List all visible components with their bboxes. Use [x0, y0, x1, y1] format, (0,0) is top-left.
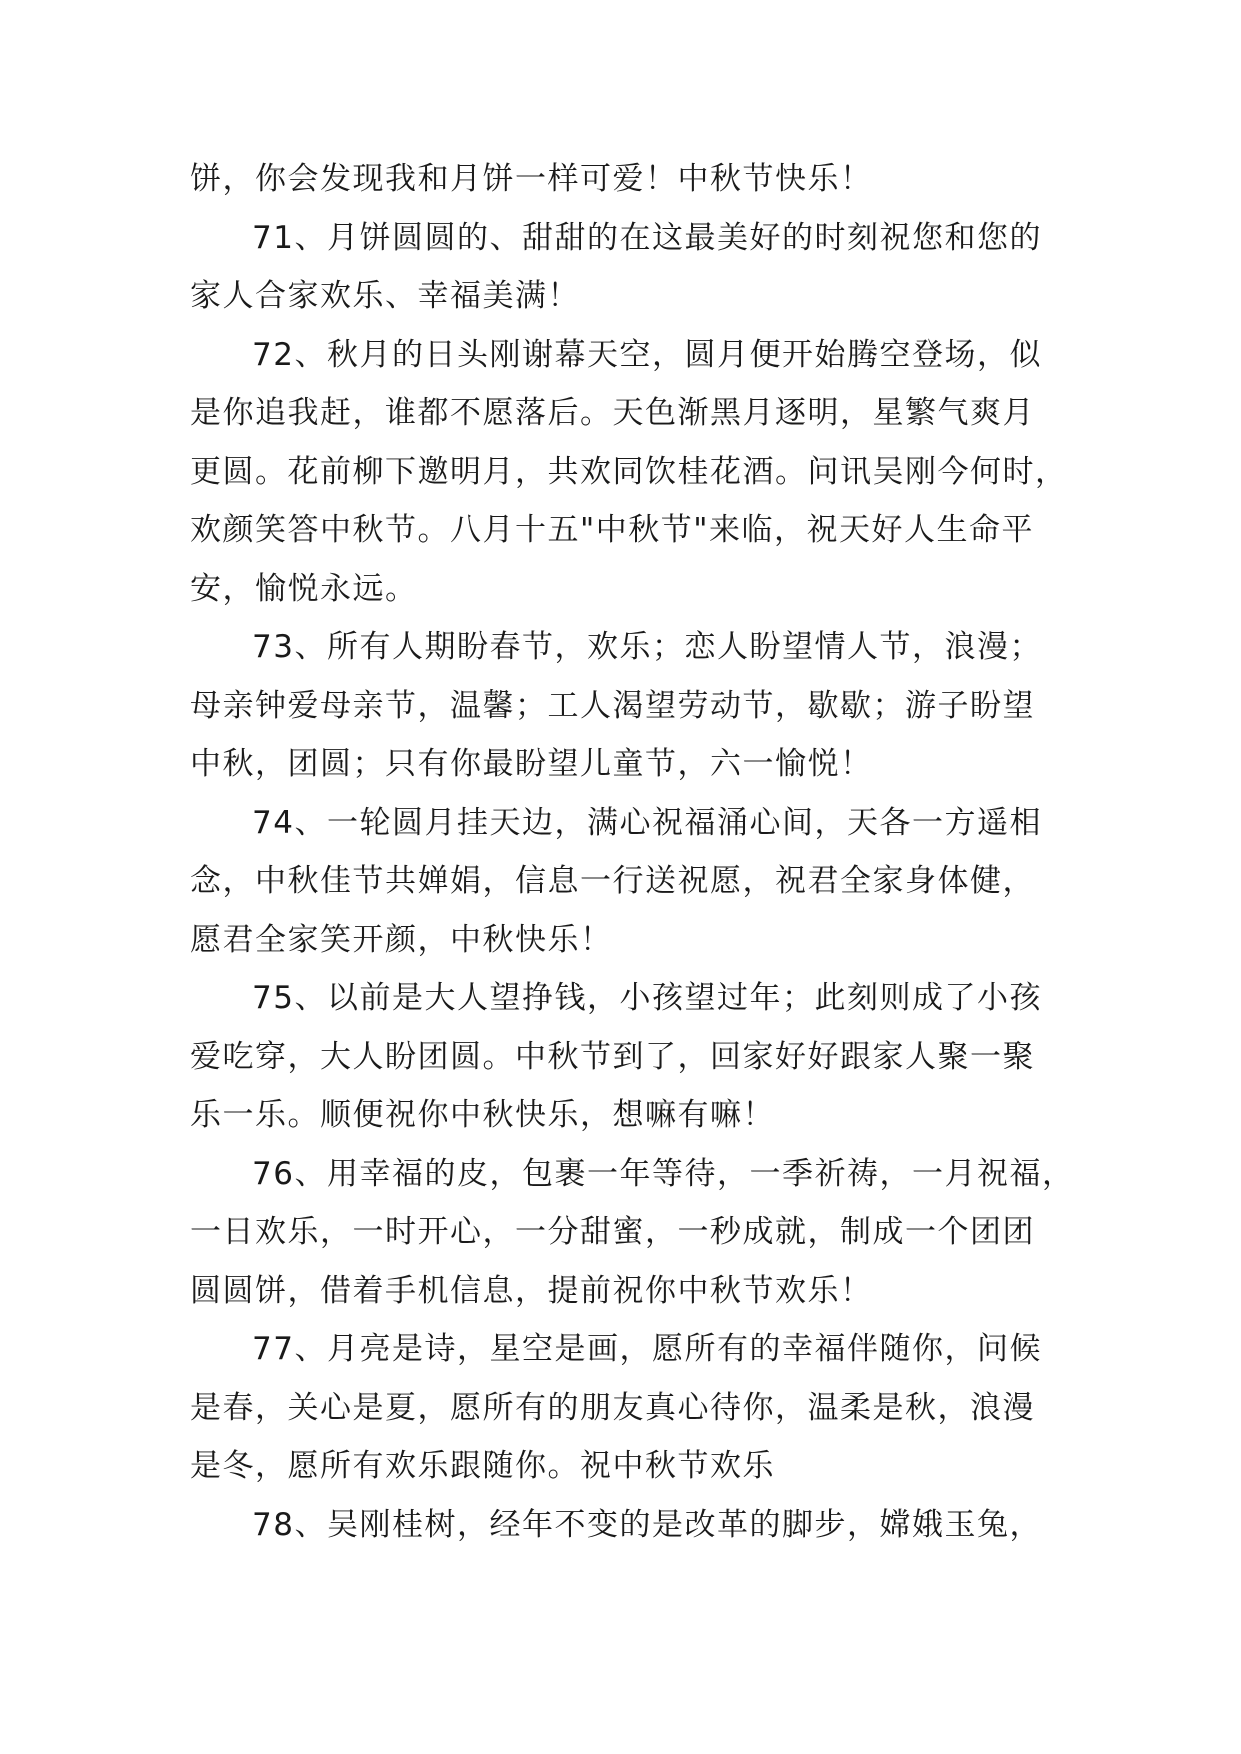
text-line: 78、吴刚桂树，经年不变的是改革的脚步，嫦娥玉兔， [252, 1506, 1042, 1543]
text-line: 圆圆饼，借着手机信息，提前祝你中秋节欢乐！ [190, 1272, 873, 1309]
text-line: 是春，关心是夏，愿所有的朋友真心待你，温柔是秋，浪漫 [190, 1389, 1035, 1426]
paragraph-78 [190, 1496, 1050, 1555]
text-line: 爱吃穿，大人盼团圆。中秋节到了，回家好好跟家人聚一聚 [190, 1038, 1035, 1075]
text-line: 是你追我赶，谁都不愿落后。天色渐黑月逐明，星繁气爽月 [190, 395, 1035, 431]
text-line: 家人合家欢乐、幸福美满！ [190, 278, 580, 314]
paragraph-75 [190, 969, 1050, 1145]
text-line: 中秋，团圆；只有你最盼望儿童节，六一愉悦！ [190, 746, 873, 782]
paragraph-72 [190, 326, 1068, 619]
text-line: 71、月饼圆圆的、甜甜的在这最美好的时刻祝您和您的 [252, 219, 1042, 256]
paragraph-73 [190, 618, 1050, 794]
text-line: 安，愉悦永远。 [190, 570, 418, 607]
paragraph-74 [190, 794, 1050, 970]
text-line: 母亲钟爱母亲节，温馨；工人渴望劳动节，歇歇；游子盼望 [190, 687, 1035, 724]
text-line: 77、月亮是诗，星空是画，愿所有的幸福伴随你，问候 [252, 1331, 1042, 1367]
text-line: 72、秋月的日头刚谢幕天空，圆月便开始腾空登场，似 [252, 336, 1042, 373]
paragraph-70-continuation [190, 150, 1050, 209]
text-line: 欢颜笑答中秋节。八月十五"中秋节"来临，祝天好人生命平 [190, 512, 1035, 548]
paragraph-77 [190, 1320, 1050, 1496]
text-line: 念，中秋佳节共婵娟，信息一行送祝愿，祝君全家身体健， [190, 863, 1035, 899]
text-line: 乐一乐。顺便祝你中秋快乐，想嘛有嘛！ [190, 1097, 775, 1133]
paragraph-76 [190, 1145, 1075, 1321]
document-body [190, 150, 1075, 1554]
text-line: 饼，你会发现我和月饼一样可爱！中秋节快乐！ [190, 161, 873, 197]
paragraph-71 [190, 209, 1050, 326]
text-line: 是冬，愿所有欢乐跟随你。祝中秋节欢乐 [190, 1448, 775, 1484]
text-line: 74、一轮圆月挂天边，满心祝福涌心间，天各一方遥相 [252, 804, 1042, 841]
text-line: 75、以前是大人望挣钱，小孩望过年；此刻则成了小孩 [252, 980, 1042, 1016]
text-line: 愿君全家笑开颜，中秋快乐！ [190, 921, 613, 958]
text-line: 76、用幸福的皮，包裹一年等待，一季祈祷，一月祝福， [252, 1155, 1075, 1192]
text-line: 更圆。花前柳下邀明月，共欢同饮桂花酒。问讯吴刚今何时， [190, 453, 1068, 490]
text-line: 一日欢乐，一时开心，一分甜蜜，一秒成就，制成一个团团 [190, 1214, 1035, 1250]
text-line: 73、所有人期盼春节，欢乐；恋人盼望情人节，浪漫； [252, 629, 1042, 665]
